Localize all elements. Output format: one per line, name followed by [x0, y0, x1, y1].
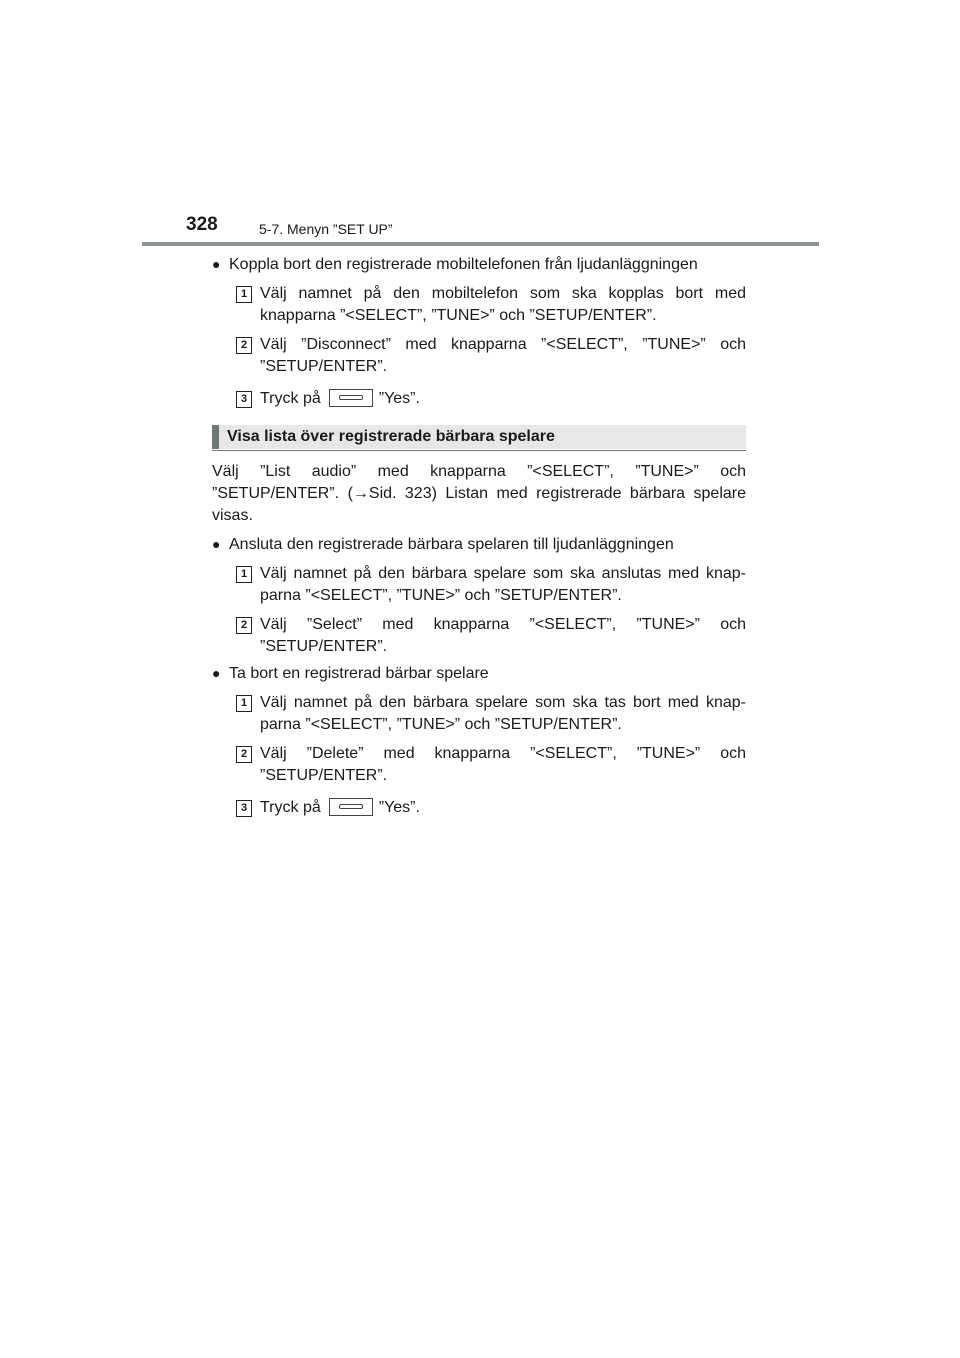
step-text: Välj ”Delete” med knapparna ”<SELECT”, ”TUNE>” och ”SETUP/ENTER”. [260, 745, 746, 784]
step-text: Välj ”Disconnect” med knapparna ”<SELECT”, ”TUNE>” och ”SETUP/ENTER”. [260, 336, 746, 375]
step-text-post: ”Yes”. [378, 390, 420, 407]
bullet-text: Ansluta den registrerade bärbara spelaren till ljudanläggningen [229, 536, 674, 553]
yes-button-icon [329, 798, 373, 816]
step-item [212, 334, 746, 378]
step-number-badge: 1 [236, 695, 252, 712]
step-text-post: ”Yes”. [378, 799, 420, 816]
step-number-badge: 1 [236, 566, 252, 583]
step-item [212, 743, 746, 787]
step-number-badge: 3 [236, 800, 252, 817]
bullet-connect-player [212, 533, 746, 556]
bullet-disconnect-phone [212, 253, 746, 276]
step-text: Välj ”Select” med knapparna ”<SELECT”, ”TUNE>” och ”SETUP/ENTER”. [260, 616, 746, 655]
section-heading: Visa lista över registrerade bärbara spelare [212, 425, 746, 449]
step-item [212, 614, 746, 658]
bullet-icon: ● [212, 536, 221, 552]
step-item [212, 563, 746, 607]
bullet-icon: ● [212, 665, 221, 681]
step-number-badge: 1 [236, 286, 252, 303]
intro-paragraph: Välj ”List audio” med knapparna ”<SELECT”, ”TUNE>” och ”SETUP/ENTER”. (→Sid. 323) Listan med registrerade bärbara spelare visas. [212, 463, 746, 524]
step-text: Välj namnet på den bärbara spelare som ska anslutas med knap-parna ”<SELECT”, ”TUNE>” och ”SETUP/ENTER”. [260, 565, 746, 604]
step-number-badge: 3 [236, 391, 252, 408]
step-text: Välj namnet på den bärbara spelare som ska tas bort med knap-parna ”<SELECT”, ”TUNE>” och ”SETUP/ENTER”. [260, 694, 746, 733]
section-title: 5-7. Menyn ”SET UP” [259, 221, 393, 237]
content [212, 253, 746, 819]
bullet-text: Ta bort en registrerad bärbar spelare [229, 665, 489, 682]
step-number-badge: 2 [236, 617, 252, 634]
bullet-icon: ● [212, 256, 221, 272]
step-item [212, 388, 746, 410]
step-item [212, 283, 746, 327]
bullet-text: Koppla bort den registrerade mobiltelefonen från ljudanläggningen [229, 256, 698, 273]
step-text-pre: Tryck på [260, 390, 321, 407]
header-rule [142, 242, 819, 246]
step-item [212, 692, 746, 736]
step-number-badge: 2 [236, 337, 252, 354]
step-text: Välj namnet på den mobiltelefon som ska kopplas bort med knapparna ”<SELECT”, ”TUNE>” och ”SETUP/ENTER”. [260, 285, 746, 324]
bullet-delete-player [212, 662, 746, 685]
step-text-pre: Tryck på [260, 799, 321, 816]
page-number: 328 [186, 214, 218, 235]
step-item [212, 797, 746, 819]
step-number-badge: 2 [236, 746, 252, 763]
yes-button-icon [329, 389, 373, 407]
